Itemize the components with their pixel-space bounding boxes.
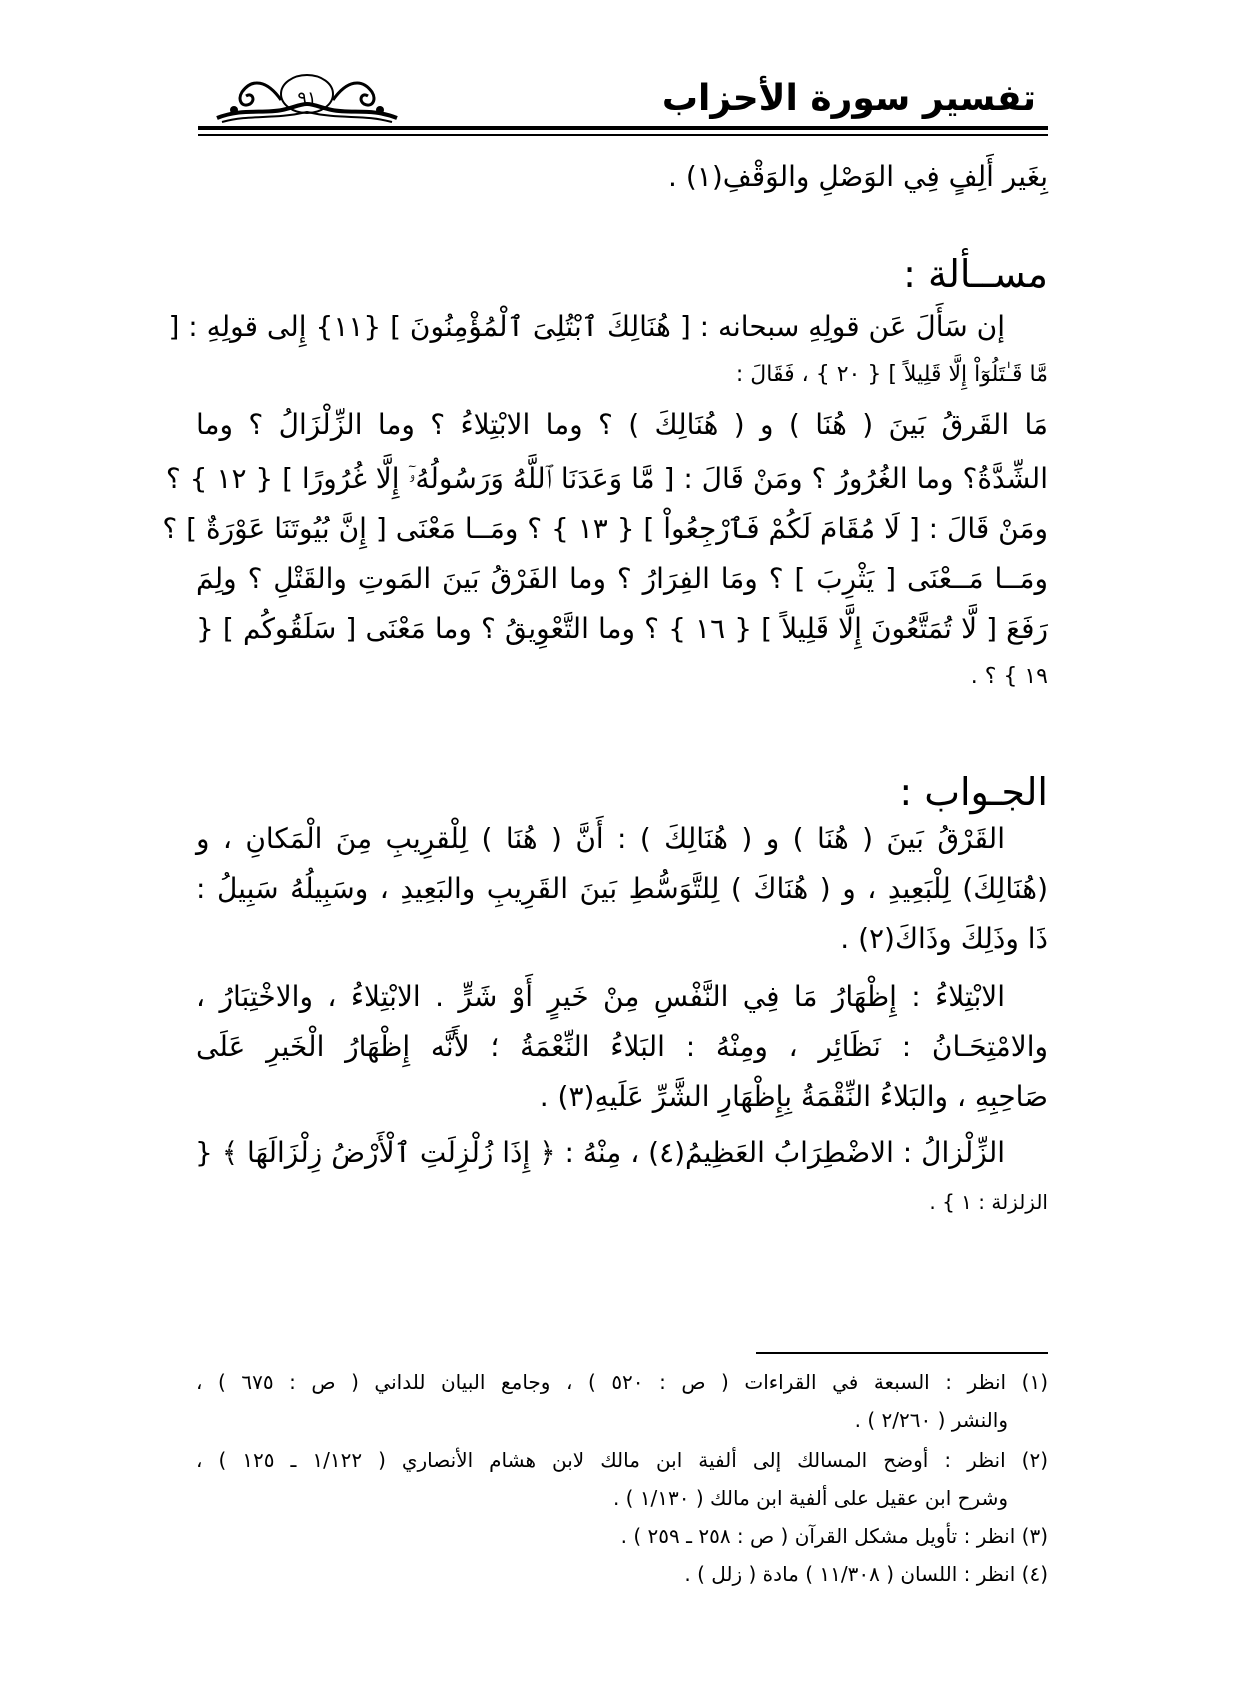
answer-heading: الجـواب : [899, 770, 1048, 814]
question-line: مَّا قَـٰتَلُوٓاْ إِلَّا قَلِيلاً ] { ٢٠ } ، فَقَالَ : [735, 362, 1048, 387]
answer-line: والامْتِحَـانُ : نَظَائِر ، ومِنْهُ : البَلاءُ النِّعْمَةُ ؛ لأَنَّه إِظْهَارُ الْخَيرِ عَلَى [196, 1030, 1048, 1063]
footnote-line: (٣) انظر : تأويل مشكل القرآن ( ص : ٢٥٨ ـ ٢٥٩ ) . [620, 1524, 1048, 1548]
question-line: ومَنْ قَالَ : [ لَا مُقَامَ لَكُمْ فَٱرْجِعُواْ ] { ١٣ } ؟ ومَــا مَعْنَى [ إِنَّ بُيُوتَنَا عَوْرَةٌ ] ؟ [162, 512, 1048, 545]
footnote-line: والنشر ( ٢/٢٦٠ ) . [854, 1408, 1008, 1432]
header-rule-thick [198, 126, 1048, 130]
answer-line: الابْتِلاءُ : إِظْهَارُ مَا فِي النَّفْسِ مِنْ خَيرٍ أَوْ شَرٍّ . الابْتِلاءُ ، والاخْتِبَارُ ، [196, 980, 1005, 1013]
answer-line: ذَا وذَلِكَ وذَاكَ(٢) . [840, 922, 1048, 955]
question-line: إن سَأَلَ عَن قولِهِ سبحانه : [ هُنَالِكَ ٱبْتُلِىَ ٱلْمُؤْمِنُونَ ] {١١} إِلى قولِهِ : [ [168, 310, 1005, 343]
answer-line: الزِّلْزالُ : الاضْطِرَابُ العَظِيمُ(٤) ، مِنْهُ : ﴿ إِذَا زُلْزِلَتِ ٱلْأَرْضُ زِلْزَالَهَا ﴾ { [195, 1136, 1005, 1169]
question-line: ومَــا مَــعْنَى [ يَثْرِبَ ] ؟ ومَا الفِرَارُ ؟ وما الفَرْقُ بَينَ المَوتِ والقَتْلِ ؟ ولِمَ [196, 562, 1048, 595]
footnote-line: (٤) انظر : اللسان ( ١١/٣٠٨ ) مادة ( زلل ) . [684, 1562, 1048, 1586]
answer-line: (هُنَالِكَ) لِلْبَعِيدِ ، و ( هُنَاكَ ) لِلتَّوَسُّطِ بَينَ القَرِيبِ والبَعِيدِ ، وسَبِيلُهُ سَبِيلُ : [196, 872, 1048, 905]
page-number: ٩١ [297, 87, 317, 109]
footnote-line: (٢) انظر : أوضح المسالك إلى ألفية ابن مالك لابن هشام الأنصاري ( ١/١٢٢ ـ ١٢٥ ) ، [196, 1448, 1048, 1472]
footnote-line: وشرح ابن عقيل على ألفية ابن مالك ( ١/١٣٠ ) . [612, 1486, 1008, 1510]
question-line: الشِّدَّةُ؟ وما الغُرُورُ ؟ ومَنْ قَالَ : [ مَّا وَعَدَنَا ٱللَّهُ وَرَسُولُهُۥٓ إِلَّا غُرُورًا ] { ١٢ } ؟ [165, 462, 1048, 495]
intro-line: بِغَير أَلِفٍ فِي الوَصْلِ والوَقْفِ(١) . [668, 160, 1048, 193]
answer-line: صَاحِبِهِ ، والبَلاءُ النِّقْمَةُ بِإِظْهَارِ الشَّرِّ عَلَيهِ(٣) . [539, 1080, 1048, 1113]
question-heading: مســألة : [903, 252, 1048, 296]
running-header-title: تفسير سورة الأحزاب [661, 78, 1036, 119]
question-line: ١٩ } ؟ . [970, 664, 1048, 689]
footnote-line: (١) انظر : السبعة في القراءات ( ص : ٥٢٠ ) ، وجامع البيان للداني ( ص : ٦٧٥ ) ، [196, 1370, 1048, 1394]
answer-line: الزلزلة : ١ } . [929, 1190, 1048, 1214]
page-number-ornament [212, 70, 402, 126]
header-rule-thin [198, 134, 1048, 136]
footnote-separator [756, 1352, 1048, 1354]
answer-line: القَرْقُ بَينَ ( هُنَا ) و ( هُنَالِكَ ) : أَنَّ ( هُنَا ) لِلْقرِيبِ مِنَ الْمَكانِ ، و [196, 822, 1005, 855]
question-line: مَا القَرقُ بَينَ ( هُنَا ) و ( هُنَالِكَ ) ؟ وما الابْتِلاءُ ؟ وما الزِّلْزَالُ ؟ وما [196, 408, 1048, 441]
question-line: رَفَعَ [ لَّا تُمَتَّعُونَ إِلَّا قَلِيلاً ] { ١٦ } ؟ وما التَّعْوِيقُ ؟ وما مَعْنَى [ سَلَقُوكُم ] { [196, 612, 1048, 645]
